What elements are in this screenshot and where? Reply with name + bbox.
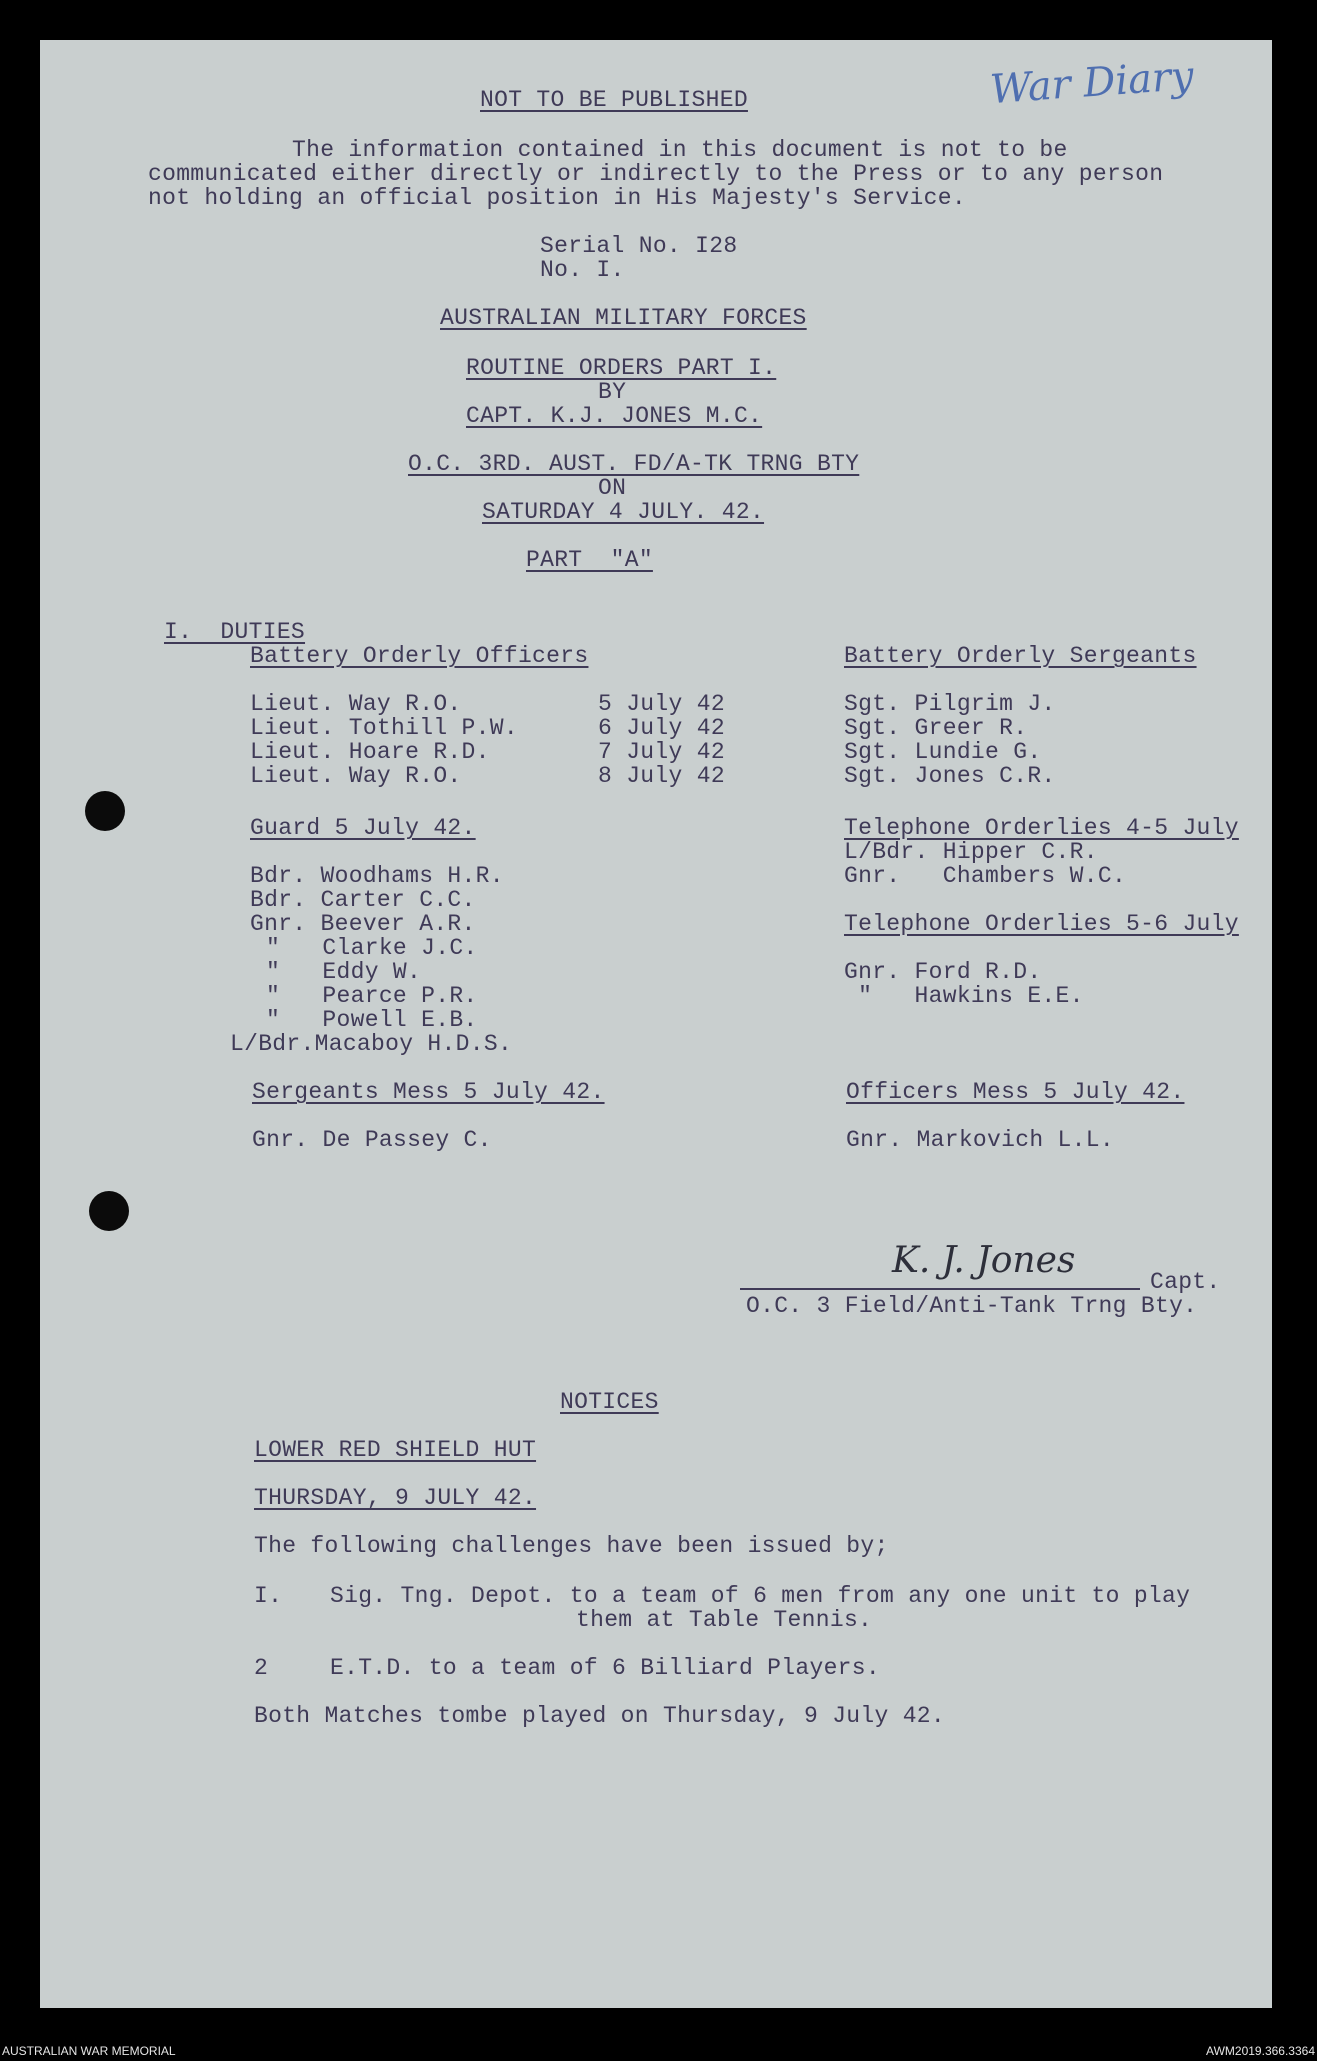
officers-mess-member: Gnr. Markovich L.L. xyxy=(846,1127,1114,1153)
sergeant-name: Sgt. Pilgrim J. xyxy=(844,691,1056,717)
officer-name: Lieut. Way R.O. xyxy=(250,763,462,789)
guard-member: Gnr. Beever A.R. xyxy=(250,911,476,937)
telephone-orderlies-heading-1: Telephone Orderlies 4-5 July xyxy=(844,815,1239,841)
orders-title: ROUTINE ORDERS PART I. xyxy=(466,355,777,381)
signature-rank: Capt. xyxy=(1150,1269,1221,1295)
officer-name: Lieut. Tothill P.W. xyxy=(250,715,518,741)
guard-member: " Pearce P.R. xyxy=(266,983,478,1009)
sergeants-mess-heading: Sergeants Mess 5 July 42. xyxy=(252,1079,605,1105)
punch-hole xyxy=(85,791,125,831)
guard-member: Bdr. Woodhams H.R. xyxy=(250,863,504,889)
order-date: SATURDAY 4 JULY. 42. xyxy=(482,499,765,525)
document-page xyxy=(40,40,1272,2008)
notice-item-number: 2 xyxy=(254,1655,269,1681)
officer-name: Lieut. Way R.O. xyxy=(250,691,462,717)
document-number: No. I. xyxy=(540,257,625,283)
notice-item-text: them at Table Tennis. xyxy=(576,1607,873,1633)
serial-number: Serial No. I28 xyxy=(540,233,738,259)
telephone-orderly: Gnr. Chambers W.C. xyxy=(844,863,1127,889)
paragraph-line-3: not holding an official position in His Majesty's Service. xyxy=(148,185,966,211)
sergeant-name: Sgt. Greer R. xyxy=(844,715,1028,741)
notice-item-text: Sig. Tng. Depot. to a team of 6 men from any one unit to play xyxy=(330,1583,1191,1609)
punch-hole xyxy=(89,1191,129,1231)
handwritten-note: War Diary xyxy=(988,52,1196,114)
paragraph-line-1: The information contained in this document is not to be xyxy=(292,137,1068,163)
signature-title: O.C. 3 Field/Anti-Tank Trng Bty. xyxy=(746,1293,1198,1319)
by-label: BY xyxy=(598,379,627,405)
notice-date: THURSDAY, 9 JULY 42. xyxy=(254,1485,537,1511)
restriction-heading: NOT TO BE PUBLISHED xyxy=(480,87,748,113)
footer-credit: AUSTRALIAN WAR MEMORIAL xyxy=(2,2044,176,2058)
telephone-orderly: " Hawkins E.E. xyxy=(844,983,1084,1009)
notice-venue: LOWER RED SHIELD HUT xyxy=(254,1437,537,1463)
unit-title: O.C. 3RD. AUST. FD/A-TK TRNG BTY xyxy=(408,451,860,477)
guard-heading: Guard 5 July 42. xyxy=(250,815,476,841)
notice-item-text: E.T.D. to a team of 6 Billiard Players. xyxy=(330,1655,880,1681)
telephone-orderlies-heading-2: Telephone Orderlies 5-6 July xyxy=(844,911,1239,937)
signature-line xyxy=(740,1288,1140,1290)
notice-intro: The following challenges have been issued by; xyxy=(254,1533,889,1559)
on-label: ON xyxy=(598,475,627,501)
sergeant-name: Sgt. Jones C.R. xyxy=(844,763,1056,789)
issuer: CAPT. K.J. JONES M.C. xyxy=(466,403,763,429)
footer-accession: AWM2019.366.3364 xyxy=(1206,2044,1315,2058)
guard-member: Bdr. Carter C.C. xyxy=(250,887,476,913)
forces-title: AUSTRALIAN MILITARY FORCES xyxy=(440,305,807,331)
telephone-orderly: Gnr. Ford R.D. xyxy=(844,959,1042,985)
guard-member: L/Bdr.Macaboy H.D.S. xyxy=(230,1031,513,1057)
notice-closing: Both Matches tombe played on Thursday, 9 July 42. xyxy=(254,1703,946,1729)
officers-heading: Battery Orderly Officers xyxy=(250,643,589,669)
guard-member: " Powell E.B. xyxy=(266,1007,478,1033)
officer-date: 7 July 42 xyxy=(598,739,725,765)
paragraph-line-2: communicated either directly or indirectly to the Press or to any person xyxy=(148,161,1164,187)
officer-name: Lieut. Hoare R.D. xyxy=(250,739,490,765)
guard-member: " Eddy W. xyxy=(266,959,422,985)
officers-mess-heading: Officers Mess 5 July 42. xyxy=(846,1079,1185,1105)
telephone-orderly: L/Bdr. Hipper C.R. xyxy=(844,839,1098,865)
sergeants-heading: Battery Orderly Sergeants xyxy=(844,643,1197,669)
guard-member: " Clarke J.C. xyxy=(266,935,478,961)
part-heading: PART "A" xyxy=(526,547,653,573)
notice-item-number: I. xyxy=(254,1583,283,1609)
officer-date: 6 July 42 xyxy=(598,715,725,741)
signature: K. J. Jones xyxy=(892,1240,1076,1281)
sergeant-name: Sgt. Lundie G. xyxy=(844,739,1042,765)
sergeants-mess-member: Gnr. De Passey C. xyxy=(252,1127,492,1153)
duties-heading: I. DUTIES xyxy=(164,619,306,645)
officer-date: 8 July 42 xyxy=(598,763,725,789)
notices-heading: NOTICES xyxy=(560,1389,659,1415)
officer-date: 5 July 42 xyxy=(598,691,725,717)
